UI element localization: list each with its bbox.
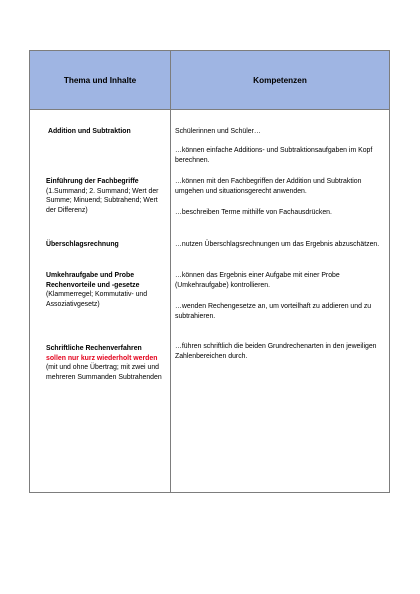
header-competences: Kompetenzen bbox=[253, 75, 307, 85]
table-header bbox=[30, 51, 389, 110]
topic-title: Überschlagsrechnung bbox=[46, 241, 119, 248]
competence-text: …führen schriftlich die beiden Grundrechenarten in den jeweiligen Zahlenbereichen durch. bbox=[175, 343, 377, 360]
competence-text: …können mit den Fachbegriffen der Addition und Subtraktion umgehen und situationsgerecht anwenden. bbox=[175, 178, 362, 195]
column-divider bbox=[170, 51, 171, 492]
topic-title: Einführung der Fachbegriffe bbox=[46, 178, 139, 185]
topic-title: Addition und Subtraktion bbox=[48, 128, 131, 135]
competence-text: …können das Ergebnis einer Aufgabe mit einer Probe (Umkehraufgabe) kontrollieren. bbox=[175, 272, 340, 289]
competence-text: …beschreiben Terme mithilfe von Fachausdrücken. bbox=[175, 209, 332, 216]
topic-title: Umkehraufgabe und Probe Rechenvorteile und -gesetze bbox=[46, 272, 140, 289]
topic-details: (mit und ohne Übertrag; mit zwei und mehreren Summanden Subtrahenden bbox=[46, 364, 162, 381]
list-item bbox=[46, 177, 164, 215]
competence-text: Schülerinnen und Schüler… bbox=[175, 128, 261, 135]
topic-note: sollen nur kurz wiederholt werden bbox=[46, 354, 158, 362]
topic-title: Schriftliche Rechenverfahren bbox=[46, 345, 142, 352]
topic-details: (1.Summand; 2. Summand; Wert der Summe; Minuend; Subtrahend; Wert der Differenz) bbox=[46, 187, 159, 214]
competence-text: …können einfache Additions- und Subtraktionsaufgaben im Kopf berechnen. bbox=[175, 147, 373, 164]
competence-text: …wenden Rechengesetze an, um vorteilhaft zu addieren und zu subtrahieren. bbox=[175, 303, 372, 320]
competence-text: …nutzen Überschlagsrechnungen um das Ergebnis abzuschätzen. bbox=[175, 241, 380, 248]
curriculum-table bbox=[29, 50, 390, 493]
header-topics: Thema und Inhalte bbox=[63, 75, 137, 85]
topic-details: (Klammerregel; Kommutativ- und Assoziativgesetz) bbox=[46, 291, 148, 308]
list-item bbox=[46, 344, 164, 382]
list-item bbox=[46, 271, 164, 309]
